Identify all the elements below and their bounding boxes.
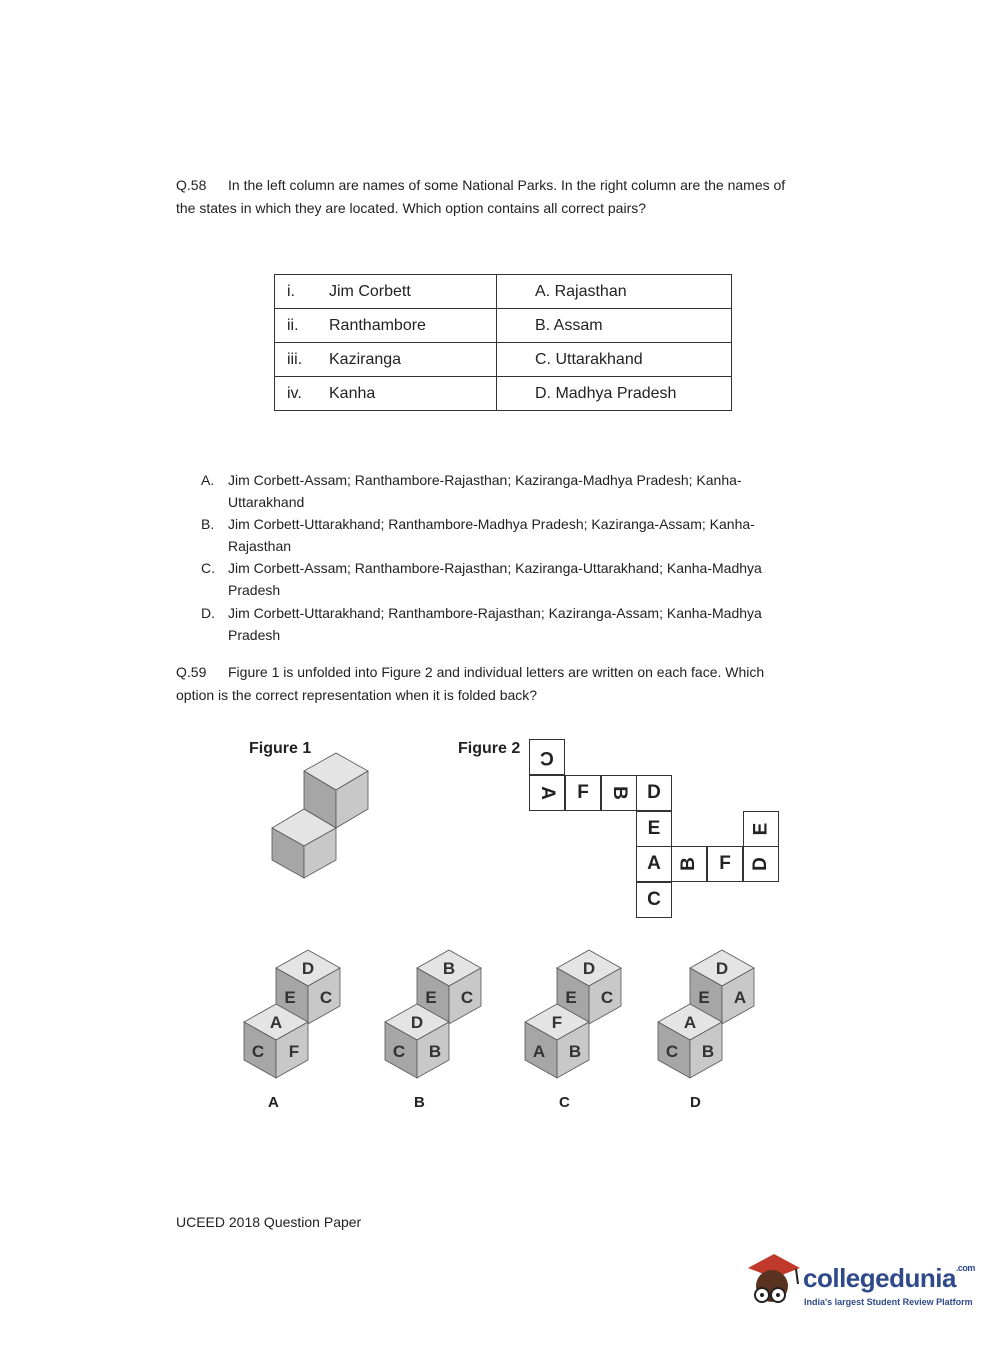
figure2-label: Figure 2 [458, 740, 521, 757]
option-face-letter: C [460, 988, 474, 1007]
net-face: B [671, 846, 707, 882]
table-row: i. Jim Corbett A. Rajasthan [275, 275, 732, 309]
q58-option-d[interactable]: D. Jim Corbett-Uttarakhand; Ranthambore-Rajasthan; Kaziranga-Assam; Kanha-Madhya Pradesh [201, 605, 762, 643]
q59-option-a[interactable]: A [268, 1094, 279, 1111]
table-row: iv. Kanha D. Madhya Pradesh [275, 377, 732, 411]
option-face-letter: C [600, 988, 614, 1007]
option-face-letter: C [392, 1042, 406, 1061]
net-face: C [636, 882, 672, 918]
option-face-letter: B [428, 1042, 442, 1061]
option-face-letter: D [301, 959, 315, 978]
table-row: iii. Kaziranga C. Uttarakhand [275, 343, 732, 377]
option-face-letter: A [683, 1013, 697, 1032]
option-face-letter: E [565, 988, 577, 1007]
option-face-letter: F [551, 1013, 563, 1032]
footer-text: UCEED 2018 Question Paper [176, 1214, 362, 1230]
q59-options-figure [230, 945, 790, 1085]
q58-text: Q.58 In the left column are names of some National Parks. In the right column are the names of the states in which they are located. Which option contains all correct pairs? [176, 174, 836, 220]
q58-option-b[interactable]: B. Jim Corbett-Uttarakhand; Ranthambore-Madhya Pradesh; Kaziranga-Assam; Kanha- Rajasthan [201, 516, 755, 554]
brand-name: collegedunia$^{.com}$ [803, 1263, 975, 1293]
net-face: F [565, 775, 601, 811]
option-face-letter: E [284, 988, 296, 1007]
brand-tagline: India's largest Student Review Platform [804, 1297, 973, 1307]
option-face-letter: E [698, 988, 710, 1007]
option-face-letter: C [251, 1042, 265, 1061]
option-face-letter: C [319, 988, 333, 1007]
net-face: E [636, 811, 672, 847]
q58-option-c[interactable]: C. Jim Corbett-Assam; Ranthambore-Rajasthan; Kaziranga-Uttarakhand; Kanha-Madhya Pradesh [201, 560, 762, 598]
q59-option-d[interactable]: D [690, 1094, 701, 1111]
q59-option-c[interactable]: C [559, 1094, 570, 1111]
net-face: C [529, 739, 565, 775]
net-face: A [636, 846, 672, 882]
net-face: E [743, 811, 779, 847]
net-face: F [707, 846, 743, 882]
q59-text: Q.59 Figure 1 is unfolded into Figure 2 and individual letters are written on each face. Which option is the correct representation when it is folded back? [176, 661, 836, 707]
option-face-letter: B [701, 1042, 715, 1061]
q59-option-b[interactable]: B [414, 1094, 425, 1111]
net-face: D [636, 775, 672, 811]
option-face-letter: A [269, 1013, 283, 1032]
option-face-letter: B [568, 1042, 582, 1061]
q59-number: Q.59 [176, 664, 207, 680]
option-face-letter: D [410, 1013, 424, 1032]
option-face-letter: A [532, 1042, 546, 1061]
net-face: A [529, 775, 565, 811]
option-face-letter: B [442, 959, 456, 978]
option-face-letter: C [665, 1042, 679, 1061]
net-face: D [743, 846, 779, 882]
q58-option-a[interactable]: A. Jim Corbett-Assam; Ranthambore-Rajasthan; Kaziranga-Madhya Pradesh; Kanha- Uttarakhand [201, 472, 742, 510]
q58-number: Q.58 [176, 177, 207, 193]
option-face-letter: A [733, 988, 747, 1007]
brand-mascot-icon [740, 1248, 806, 1318]
figure1-label: Figure 1 [249, 740, 312, 757]
table-row: ii. Ranthambore B. Assam [275, 309, 732, 343]
option-face-letter: D [715, 959, 729, 978]
option-face-letter: D [582, 959, 596, 978]
parks-table [274, 274, 732, 411]
net-face: B [601, 775, 637, 811]
option-face-letter: F [288, 1042, 300, 1061]
option-face-letter: E [425, 988, 437, 1007]
figure1-cubes [262, 748, 382, 882]
